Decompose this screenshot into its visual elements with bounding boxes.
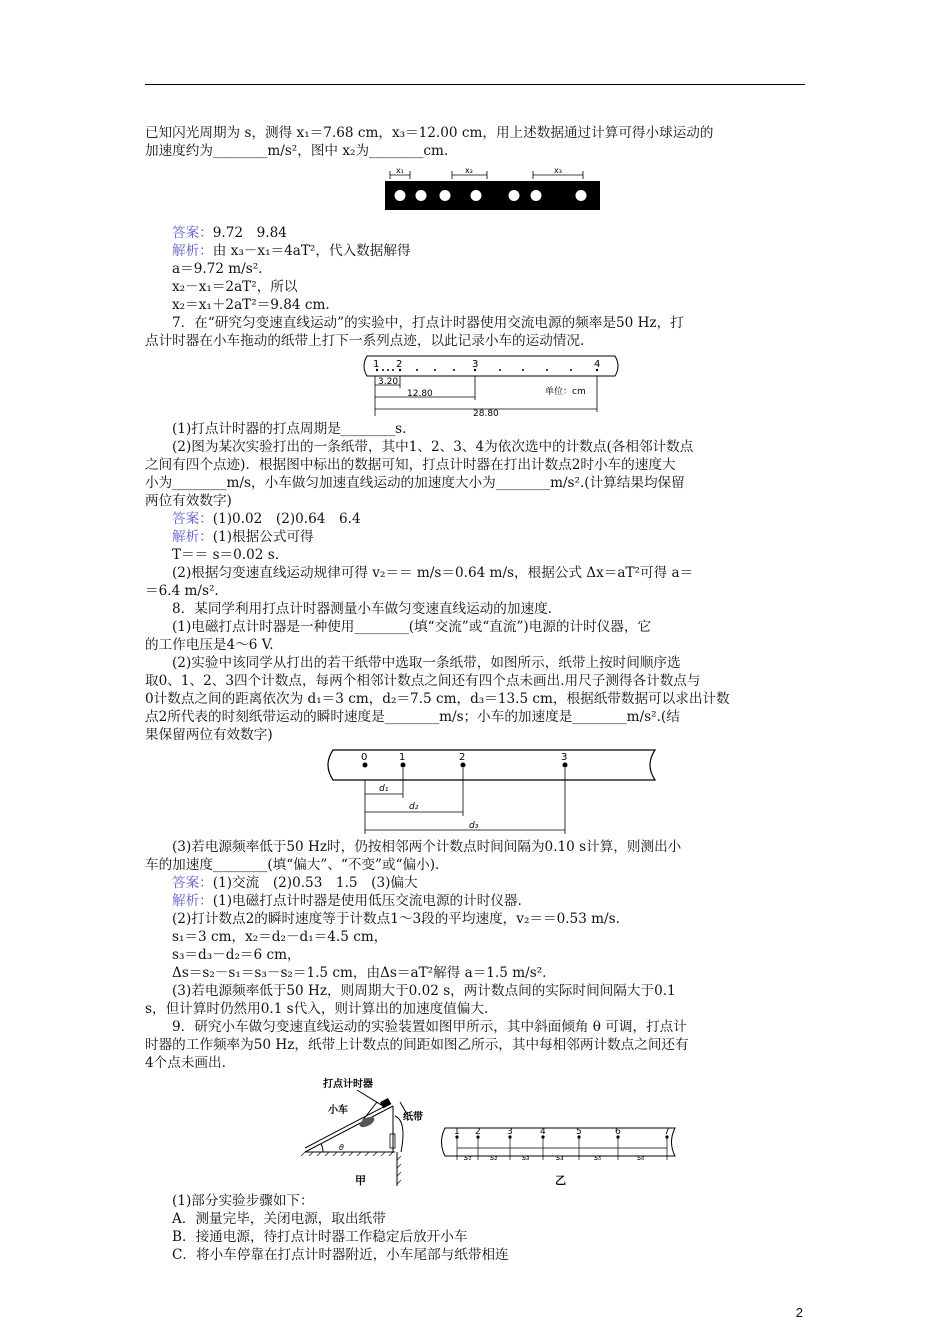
q9-point-2: 2 [475, 1127, 481, 1137]
q7-explain-first: (1)根据公式可得 [212, 529, 314, 545]
q7-line-1: 7．在“研究匀变速直线运动”的实验中，打点计时器使用交流电源的频率是50 Hz，打 [172, 315, 684, 331]
q8-point-3: 3 [561, 752, 568, 763]
q9-step-intro: (1)部分实验步骤如下： [172, 1193, 314, 1209]
q9-step-a: A．测量完毕，关闭电源，取出纸带 [172, 1211, 386, 1227]
q7-sub-3: 之间有四个点迹)．根据图中标出的数据可知，打点计时器在打出计数点2时小车的速度大 [145, 457, 676, 473]
q7-sub-4: 小为________m/s，小车做匀加速直线运动的加速度大小为________m/s².(计算结果均保留 [145, 475, 685, 491]
q9-s5: s₅ [594, 1153, 602, 1162]
q6-line-2: 加速度约为________m/s²，图中 x₂为________cm. [145, 143, 449, 159]
q8-line-4: (2)实验中该同学从打出的若干纸带中选取一条纸带，如图所示，纸带上按时间顺序选 [172, 655, 681, 671]
q6-ball [416, 190, 427, 201]
q9-step-b: B．接通电源，待打点计时器工作稳定后放开小车 [172, 1229, 468, 1245]
q8-explain-3: s₁＝3 cm，x₂＝d₂－d₁＝4.5 cm， [172, 929, 388, 945]
q9-line-1: 9．研究小车做匀变速直线运动的实验装置如图甲所示，其中斜面倾角 θ 可调，打点计 [172, 1019, 687, 1035]
q8-line-3: 的工作电压是4～6 V. [145, 637, 274, 653]
q6-explain [145, 242, 805, 260]
q9-point-6: 6 [615, 1127, 621, 1137]
q6-label-x3: x₃ [554, 166, 562, 175]
q9-s6: s₆ [637, 1153, 645, 1162]
q7-line-2: 点计时器在小车拖动的纸带上打下一系列点迹，以此记录小车的运动情况. [145, 333, 585, 349]
q8-point-1: 1 [399, 752, 406, 763]
q8-sub-1: (3)若电源频率低于50 Hz时，仍按相邻两个计数点时间间隔为0.10 s计算，则测出小 [172, 839, 682, 855]
q8-dot [461, 763, 466, 768]
q6-label-x1: x₁ [396, 166, 404, 175]
q7-dist-2: 12.80 [407, 389, 433, 399]
q9-s1: s₁ [464, 1153, 472, 1162]
q7-unit: 单位：cm [545, 387, 586, 397]
q9-angle-label: θ [339, 1143, 344, 1152]
q8-tape-svg [145, 748, 805, 834]
q8-tape-outline [328, 750, 655, 780]
q6-explain-2: a＝9.72 m/s². [172, 261, 263, 277]
answer-label: 答案： [172, 511, 213, 527]
q7-point-4: 4 [594, 359, 601, 370]
q7-tape-figure [145, 354, 805, 416]
q6-ball [440, 190, 451, 201]
q6-label-x2: x₂ [465, 166, 473, 175]
q6-ball [509, 190, 520, 201]
q6-explain-4: x₂＝x₁＋2aT²＝9.84 cm. [172, 297, 330, 313]
page-number: 2 [795, 1305, 803, 1320]
q8-answer-value: (1)交流 (2)0.53 1.5 (3)偏大 [212, 875, 418, 891]
q8-explain [145, 892, 805, 910]
q7-explain-3: (2)根据匀变速直线运动规律可得 v₂＝＝ m/s＝0.64 m/s，根据公式 Δx＝aT²可得 a＝ [172, 565, 694, 581]
q7-sub-5: 两位有效数字) [145, 493, 232, 509]
q6-strobe-figure [145, 164, 805, 220]
q8-line-8: 果保留两位有效数字) [145, 727, 273, 743]
q7-tape-svg [145, 354, 805, 416]
q6-ball [531, 190, 542, 201]
q8-point-2: 2 [459, 752, 466, 763]
q8-dot [363, 763, 368, 768]
q6-explain-3: x₂－x₁＝2aT²，所以 [172, 279, 298, 295]
q7-point-2: 2 [396, 359, 403, 370]
q7-dist-3: 28.80 [473, 409, 499, 416]
q7-explain [145, 528, 805, 546]
q8-point-0: 0 [361, 752, 368, 763]
header-rule [145, 84, 805, 85]
q7-sub-1: (1)打点计时器的打点周期是________s. [172, 421, 407, 437]
q8-d1: d₁ [379, 784, 389, 794]
q9-point-3: 3 [507, 1127, 513, 1137]
q8-explain-7: s，但计算时仍然用0.1 s代入，则计算出的加速度值偏大. [145, 1001, 489, 1017]
q7-explain-2: T＝＝ s＝0.02 s. [172, 547, 280, 563]
q6-ball [395, 190, 406, 201]
q9-figures [145, 1076, 805, 1188]
q6-line-1: 已知闪光周期为 s，测得 x₁＝7.68 cm，x₃＝12.00 cm，用上述数据通过计算可得小球运动的 [145, 125, 714, 141]
explain-label: 解析： [172, 893, 213, 909]
q9-point-4: 4 [540, 1127, 546, 1137]
q7-point-1: 1 [373, 359, 380, 370]
q8-explain-5: Δs＝s₂－s₁＝s₃－s₂＝1.5 cm，由Δs＝aT²解得 a＝1.5 m/s². [172, 965, 547, 981]
q9-car-shape [358, 1115, 376, 1130]
q8-explain-4: s₃＝d₃－d₂＝6 cm， [172, 947, 301, 963]
q6-ball [576, 190, 587, 201]
q8-explain-first: (1)电磁打点计时器是使用低压交流电源的计时仪器. [212, 893, 522, 909]
q6-answer [145, 224, 805, 242]
page-content [145, 124, 805, 1264]
q8-line-5: 取0、1、2、3四个计数点，每两个相邻计数点之间还有四个点未画出.用尺子测得各计数点与 [145, 673, 701, 689]
q8-answer [145, 874, 805, 892]
q8-line-7: 点2所代表的时刻纸带运动的瞬时速度是________m/s；小车的加速度是________m/s².(结 [145, 709, 680, 725]
q9-s4: s₄ [556, 1153, 564, 1162]
q9-figure-b [442, 1127, 676, 1162]
explain-label: 解析： [172, 243, 213, 259]
q9-tape-label: 纸带 [403, 1112, 423, 1123]
q8-d2: d₂ [409, 802, 419, 812]
q6-ball [471, 190, 482, 201]
q6-answer-value: 9.72 9.84 [212, 225, 287, 241]
q9-timer-shape [380, 1098, 391, 1108]
q9-caption-a: 甲 [355, 1174, 366, 1187]
q8-d3: d₃ [469, 821, 479, 831]
explain-label: 解析： [172, 529, 213, 545]
q7-answer [145, 510, 805, 528]
q9-line-3: 4个点未画出. [145, 1055, 226, 1071]
answer-label: 答案： [172, 875, 213, 891]
q8-line-1: 8．某同学利用打点计时器测量小车做匀变速直线运动的加速度. [172, 601, 552, 617]
q9-figure-a [301, 1077, 423, 1186]
q9-point-1: 1 [454, 1127, 460, 1137]
q8-line-6: 0计数点之间的距离依次为 d₁＝3 cm，d₂＝7.5 cm，d₃＝13.5 cm，根据纸带数据可以求出计数 [145, 691, 730, 707]
q8-dot [563, 763, 568, 768]
q9-line-2: 时器的工作频率为50 Hz，纸带上计数点的间距如图乙所示，其中每相邻两计数点之间还有 [145, 1037, 689, 1053]
q7-dist-1: 3.20 [378, 377, 399, 387]
q8-dot [401, 763, 406, 768]
q9-timer-label: 打点计时器 [323, 1079, 373, 1090]
q7-point-3: 3 [472, 359, 479, 370]
q8-sub-2: 车的加速度________(填“偏大”、“不变”或“偏小). [145, 857, 440, 873]
q8-line-2: (1)电磁打点计时器是一种使用________(填“交流”或“直流”)电源的计时仪器，它 [172, 619, 652, 635]
q6-strobe-svg [145, 164, 805, 220]
q9-figures-svg [145, 1076, 805, 1188]
q9-point-5: 5 [576, 1127, 582, 1137]
q9-caption-b: 乙 [555, 1174, 566, 1187]
q8-explain-2: (2)打计数点2的瞬时速度等于计数点1～3段的平均速度，v₂＝＝0.53 m/s. [172, 911, 620, 927]
q7-sub-2: (2)图为某次实验打出的一条纸带，其中1、2、3、4为依次选中的计数点(各相邻计数点 [172, 439, 694, 455]
answer-label: 答案： [172, 225, 213, 241]
q9-s3: s₃ [522, 1153, 530, 1162]
q8-tape-figure [145, 748, 805, 834]
q9-car-label: 小车 [328, 1105, 348, 1116]
q7-explain-4: ＝6.4 m/s². [145, 583, 219, 599]
q9-s2: s₂ [490, 1153, 498, 1162]
q6-explain-1: 由 x₃－x₁＝4aT²，代入数据解得 [212, 243, 411, 259]
q9-step-c: C．将小车停靠在打点计时器附近，小车尾部与纸带相连 [172, 1247, 509, 1263]
q7-answer-value: (1)0.02 (2)0.64 6.4 [212, 511, 361, 527]
q8-explain-6: (3)若电源频率低于50 Hz，则周期大于0.02 s，两计数点间的实际时间间隔大于0.1 [172, 983, 676, 999]
q9-point-7: 7 [664, 1127, 670, 1137]
